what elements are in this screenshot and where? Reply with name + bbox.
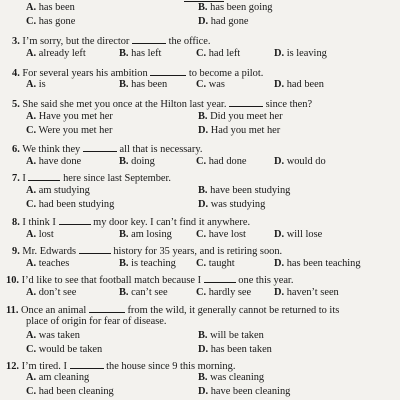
- option-a[interactable]: A. am studying: [26, 185, 90, 196]
- option-d[interactable]: D. is leaving: [274, 48, 327, 59]
- answer-blank: [83, 141, 117, 152]
- option-b[interactable]: B. is teaching: [119, 258, 176, 269]
- option-b[interactable]: B. can’t see: [119, 287, 168, 298]
- option-b[interactable]: B. was cleaning: [198, 372, 265, 383]
- option-c[interactable]: C. had been cleaning: [26, 386, 114, 397]
- worksheet-page: A. has been B. has been going C. has gone D. had gone 3. I’m sorry, but the director the office. A. already left B. has left C. had left D. is leaving 4. For several years his ambition to become a pilot. A. is B. has been C. was D. had been 5. She said she met you once at the Hilton last year. since then? A. Have you met her B. Did you meet her C. Were you met her D. Had you met her 6. We think they all that is necessary. A. have done B. doing C. had done D. would do 7. I here since last September. A. am studying B. have been studying C. had been studying D. was studying 8. I think I my door key. I can’t find it anywhere. A. lost B. am losing C. have lost D. will lose 9. Mr. Edwards history for 35 years, and is retiring soon. A. teaches B. is teaching C. taught D. has been teaching 10. I’d like to see that football match because I one this year. A. don’t see B. can’t see C. hardly see D. haven’t seen 11. Once an animal from the wild, it generally cannot be returned to its place of origin for fear of disease. A. was taken B. will be taken C. would be taken D. has been taken 12. I’m tired. I the house since 9 this morning. A. am cleaning B. was cleaning C. had been cleaning D. have been cleaning: [0, 0, 400, 400]
- option-c[interactable]: C. had done: [196, 156, 247, 167]
- option-b[interactable]: B. will be taken: [198, 330, 264, 341]
- option-b[interactable]: B. has left: [119, 48, 162, 59]
- option-a[interactable]: A. don’t see: [26, 287, 77, 298]
- option-d[interactable]: D. Had you met her: [198, 125, 281, 136]
- option-b[interactable]: B. have been studying: [198, 185, 291, 196]
- option-a[interactable]: A. teaches: [26, 258, 70, 269]
- option-a[interactable]: A. is: [26, 79, 46, 90]
- answer-blank: [132, 33, 166, 44]
- option-d[interactable]: D. would do: [274, 156, 326, 167]
- answer-blank: [59, 214, 91, 225]
- option-b[interactable]: B. Did you meet her: [198, 111, 283, 122]
- answer-blank: [70, 358, 104, 369]
- option-a[interactable]: A. Have you met her: [26, 111, 113, 122]
- option-d[interactable]: D. will lose: [274, 229, 323, 240]
- option-d[interactable]: D. had gone: [198, 16, 249, 27]
- option-d[interactable]: D. have been cleaning: [198, 386, 291, 397]
- answer-blank: [204, 272, 236, 283]
- option-c[interactable]: C. have lost: [196, 229, 246, 240]
- option-c[interactable]: C. has gone: [26, 16, 76, 27]
- option-b[interactable]: B. has been going: [198, 2, 273, 13]
- option-c[interactable]: C. would be taken: [26, 344, 103, 355]
- option-c[interactable]: C. had been studying: [26, 199, 115, 210]
- option-b[interactable]: B. doing: [119, 156, 155, 167]
- option-b[interactable]: B. has been: [119, 79, 168, 90]
- option-a[interactable]: A. lost: [26, 229, 54, 240]
- option-c[interactable]: C. hardly see: [196, 287, 252, 298]
- answer-blank: [28, 170, 60, 181]
- option-a[interactable]: A. have done: [26, 156, 82, 167]
- answer-blank: [79, 243, 111, 254]
- option-d[interactable]: D. has been teaching: [274, 258, 361, 269]
- option-a[interactable]: A. has been: [26, 2, 75, 13]
- option-d[interactable]: D. was studying: [198, 199, 266, 210]
- answer-blank: [150, 65, 186, 76]
- option-c[interactable]: C. had left: [196, 48, 241, 59]
- option-d[interactable]: D. haven’t seen: [274, 287, 339, 298]
- option-c[interactable]: C. taught: [196, 258, 235, 269]
- option-a[interactable]: A. already left: [26, 48, 86, 59]
- answer-blank: [229, 96, 263, 107]
- answer-blank: [89, 302, 125, 313]
- option-b[interactable]: B. am losing: [119, 229, 172, 240]
- option-a[interactable]: A. was taken: [26, 330, 80, 341]
- option-c[interactable]: C. was: [196, 79, 225, 90]
- option-a[interactable]: A. am cleaning: [26, 372, 90, 383]
- option-d[interactable]: D. has been taken: [198, 344, 272, 355]
- option-c[interactable]: C. Were you met her: [26, 125, 113, 136]
- option-d[interactable]: D. had been: [274, 79, 324, 90]
